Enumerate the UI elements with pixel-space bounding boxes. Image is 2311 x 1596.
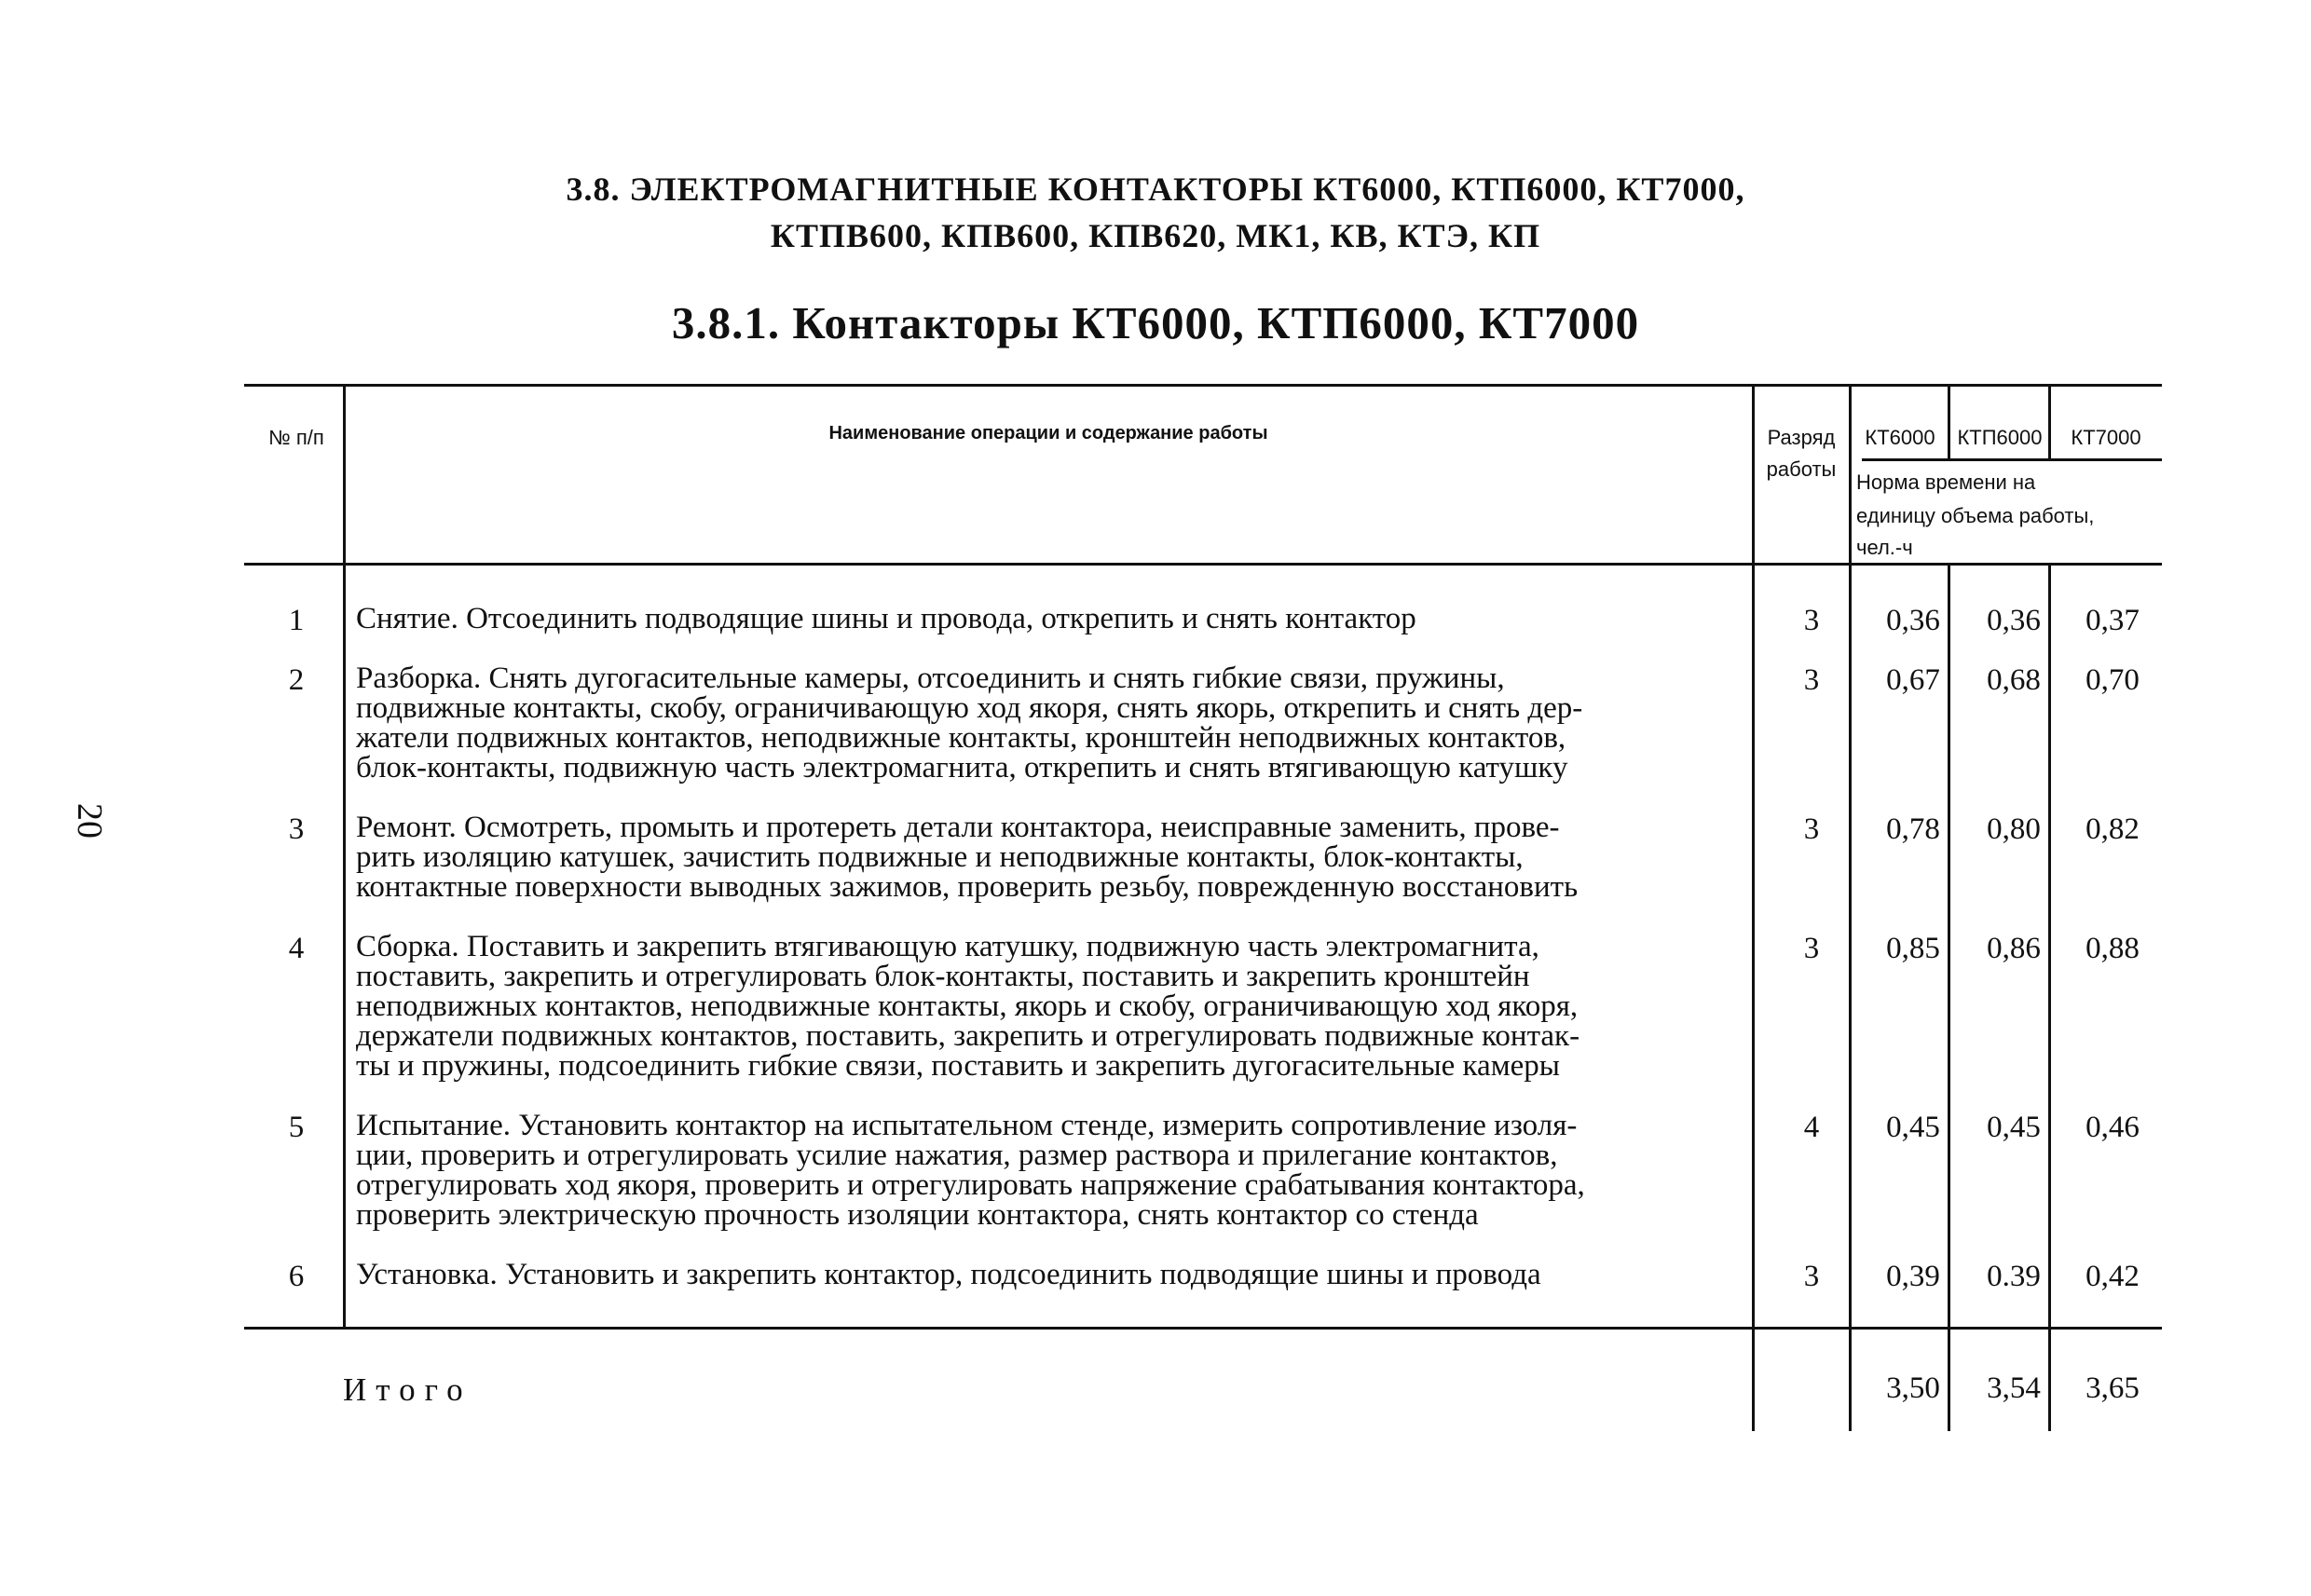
row-1-grade: 3 xyxy=(1803,604,1820,637)
row-3-operation xyxy=(356,812,1754,902)
row-1-kt7000: 0,37 xyxy=(2085,604,2140,637)
row-5-kt7000: 0,46 xyxy=(2085,1111,2140,1144)
row-4-line: поставить, закрепить и отрегулировать блок-контакты, поставить и закрепить кронштейн xyxy=(356,960,1530,993)
row-5-line: отрегулировать ход якоря, проверить и отрегулировать напряжение срабатывания контактора, xyxy=(356,1168,1585,1202)
section-title-line-2: КТПВ600, КПВ600, КПВ620, МК1, КВ, КТЭ, КП xyxy=(770,217,1541,254)
row-5-no: 5 xyxy=(288,1111,305,1144)
header-norm-1: Норма времени на xyxy=(1856,471,2036,494)
col-rule-c1 xyxy=(1948,386,1950,460)
row-5-kt6000: 0,45 xyxy=(1886,1111,1940,1144)
total-label: Итого xyxy=(343,1371,472,1408)
total-ktp6000: 3,54 xyxy=(1987,1371,2041,1405)
header-col-ktp6000: КТП6000 xyxy=(1957,426,2043,449)
row-4-ktp6000: 0,86 xyxy=(1987,932,2041,965)
row-3-no: 3 xyxy=(288,812,305,846)
header-no: № п/п xyxy=(268,426,324,449)
subsection-title: 3.8.1. Контакторы КТ6000, КТП6000, КТ7000 xyxy=(671,297,1640,348)
table-top-rule xyxy=(244,384,2162,387)
row-6-operation xyxy=(356,1260,1754,1289)
row-6-no: 6 xyxy=(288,1260,305,1293)
row-2-kt6000: 0,67 xyxy=(1886,663,1940,697)
row-1-kt6000: 0,36 xyxy=(1886,604,1940,637)
row-4-line: держатели подвижных контактов, поставить, закрепить и отрегулировать подвижные контак- xyxy=(356,1019,1580,1053)
row-6-grade: 3 xyxy=(1803,1260,1820,1293)
row-1-line: Снятие. Отсоединить подводящие шины и провода, открепить и снять контактор xyxy=(356,602,1416,635)
row-6-line: Установка. Установить и закрепить контактор, подсоединить подводящие шины и провода xyxy=(356,1258,1541,1291)
page-number: 20 xyxy=(70,803,109,839)
header-col-kt6000: КТ6000 xyxy=(1865,426,1935,449)
header-grade-2: работы xyxy=(1766,457,1837,481)
row-4-line: ты и пружины, подсоединить гибкие связи, поставить и закрепить дугогасительные камеры xyxy=(356,1049,1560,1083)
row-4-kt6000: 0,85 xyxy=(1886,932,1940,965)
row-4-line: Сборка. Поставить и закрепить втягивающую катушку, подвижную часть электромагнита, xyxy=(356,930,1539,963)
header-operation: Наименование операции и содержание работы xyxy=(828,423,1268,443)
row-3-ktp6000: 0,80 xyxy=(1987,812,2041,846)
row-2-line: подвижные контакты, скобу, ограничивающую ход якоря, снять якорь, открепить и снять дер- xyxy=(356,691,1583,725)
header-sub-rule xyxy=(1862,458,2162,461)
row-4-operation xyxy=(356,932,1754,1081)
header-norm-2: единицу объема работы, xyxy=(1856,504,2095,527)
section-title-line-1: 3.8. ЭЛЕКТРОМАГНИТНЫЕ КОНТАКТОРЫ КТ6000, КТП6000, КТ7000, xyxy=(566,171,1745,208)
row-4-grade: 3 xyxy=(1803,932,1820,965)
row-3-line: контактные поверхности выводных зажимов, проверить резьбу, поврежденную восстановить xyxy=(356,870,1579,904)
row-1-operation xyxy=(356,604,1754,634)
row-3-line: рить изоляцию катушек, зачистить подвижные и неподвижные контакты, блок-контакты, xyxy=(356,840,1524,874)
row-2-kt7000: 0,70 xyxy=(2085,663,2140,697)
row-2-line: блок-контакты, подвижную часть электромагнита, открепить и снять втягивающую катушку xyxy=(356,751,1568,784)
header-col-kt7000: КТ7000 xyxy=(2071,426,2141,449)
total-kt6000: 3,50 xyxy=(1886,1371,1940,1405)
row-1-no: 1 xyxy=(288,604,305,637)
row-6-kt7000: 0,42 xyxy=(2085,1260,2140,1293)
row-3-kt6000: 0,78 xyxy=(1886,812,1940,846)
header-norm-3: чел.-ч xyxy=(1856,536,1913,559)
row-5-line: ции, проверить и отрегулировать усилие нажатия, размер раствора и прилегание контактов, xyxy=(356,1139,1558,1172)
row-4-kt7000: 0,88 xyxy=(2085,932,2140,965)
row-2-no: 2 xyxy=(288,663,305,697)
total-kt7000: 3,65 xyxy=(2085,1371,2140,1405)
row-6-ktp6000: 0.39 xyxy=(1987,1260,2041,1293)
row-2-line: Разборка. Снять дугогасительные камеры, отсоединить и снять гибкие связи, пружины, xyxy=(356,662,1505,695)
row-2-grade: 3 xyxy=(1803,663,1820,697)
row-3-kt7000: 0,82 xyxy=(2085,812,2140,846)
col-rule-c2 xyxy=(2048,386,2051,460)
row-2-line: жатели подвижных контактов, неподвижные контакты, кронштейн неподвижных контактов, xyxy=(356,721,1566,755)
row-5-grade: 4 xyxy=(1803,1111,1820,1144)
row-5-line: проверить электрическую прочность изоляции контактора, снять контактор со стенда xyxy=(356,1198,1479,1232)
row-2-ktp6000: 0,68 xyxy=(1987,663,2041,697)
col-rule-no xyxy=(343,386,346,1327)
header-grade-1: Разряд xyxy=(1767,426,1836,449)
row-6-kt6000: 0,39 xyxy=(1886,1260,1940,1293)
row-4-no: 4 xyxy=(288,932,305,965)
row-5-ktp6000: 0,45 xyxy=(1987,1111,2041,1144)
row-3-grade: 3 xyxy=(1803,812,1820,846)
row-2-operation xyxy=(356,663,1754,783)
row-1-ktp6000: 0,36 xyxy=(1987,604,2041,637)
row-3-line: Ремонт. Осмотреть, промыть и протереть детали контактора, неисправные заменить, прове- xyxy=(356,811,1560,844)
row-5-line: Испытание. Установить контактор на испытательном стенде, измерить сопротивление изоля- xyxy=(356,1109,1578,1142)
total-rule xyxy=(244,1327,2162,1330)
row-5-operation xyxy=(356,1111,1754,1230)
row-4-line: неподвижных контактов, неподвижные контакты, якорь и скобу, ограничивающую ход якоря, xyxy=(356,989,1579,1023)
